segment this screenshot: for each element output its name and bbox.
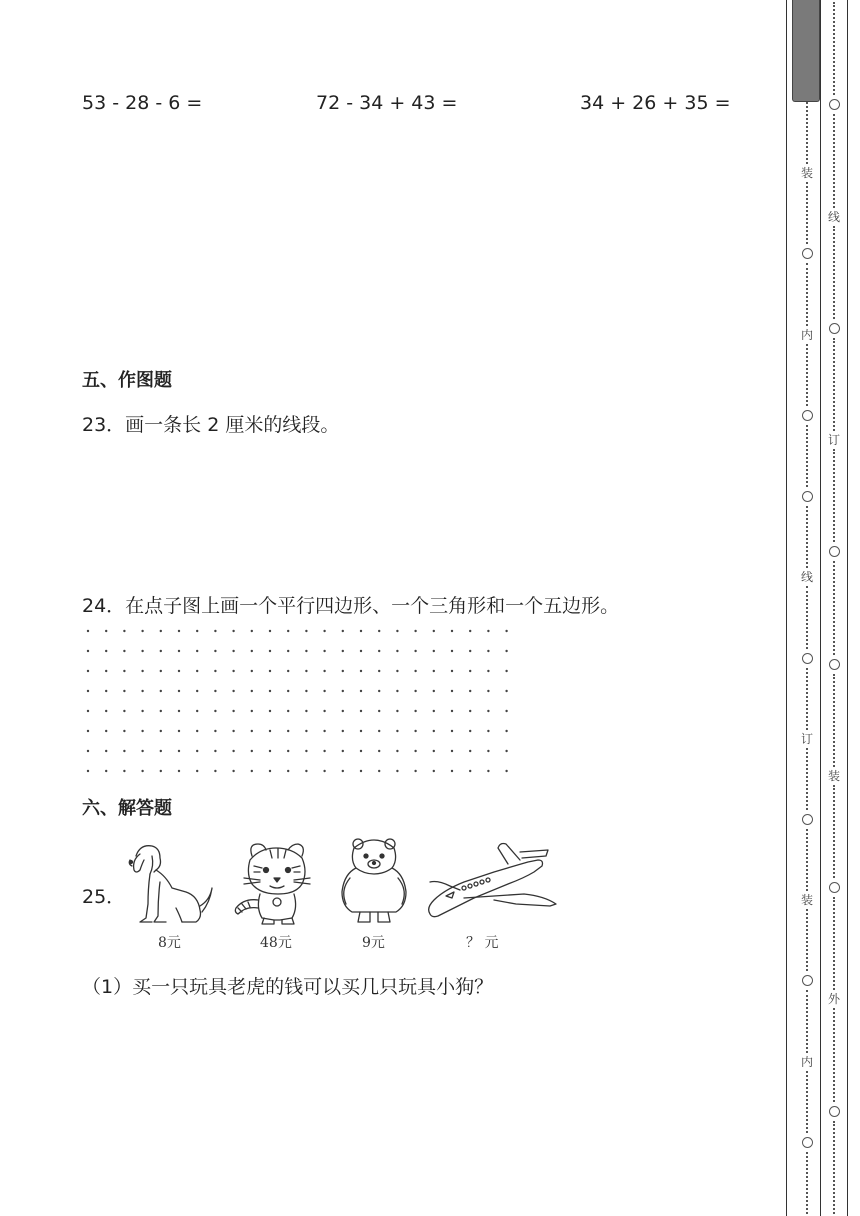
grid-dot [87, 710, 89, 712]
grid-dot [287, 650, 289, 652]
grid-dot [269, 670, 271, 672]
grid-dot [178, 630, 180, 632]
grid-dot [414, 750, 416, 752]
price-tiger: 48元 [260, 935, 292, 951]
grid-dot [105, 630, 107, 632]
grid-dot [360, 730, 362, 732]
grid-dot [433, 730, 435, 732]
grid-dot [305, 730, 307, 732]
grid-dot [487, 750, 489, 752]
grid-dot [378, 650, 380, 652]
grid-dot [378, 670, 380, 672]
price-bear: 9元 [362, 935, 385, 951]
grid-dot [141, 670, 143, 672]
grid-dot [451, 730, 453, 732]
grid-dot [178, 750, 180, 752]
binding-char: 内 [800, 327, 813, 342]
grid-dot [269, 630, 271, 632]
grid-dot [487, 710, 489, 712]
grid-dot [196, 630, 198, 632]
question-23: 23．画一条长 2 厘米的线段。 [82, 414, 340, 436]
grid-dot [251, 730, 253, 732]
grid-dot [87, 750, 89, 752]
grid-dot [123, 750, 125, 752]
grid-dot [251, 670, 253, 672]
grid-dot [487, 770, 489, 772]
binding-circle [829, 1106, 840, 1117]
grid-dot [342, 630, 344, 632]
binding-circle [802, 975, 813, 986]
expression-3: 34 + 26 + 35 = [580, 92, 731, 114]
grid-dot [305, 670, 307, 672]
grid-dot [160, 770, 162, 772]
grid-dot [469, 670, 471, 672]
grid-dot [469, 690, 471, 692]
grid-dot [360, 750, 362, 752]
binding-circle [829, 659, 840, 670]
grid-dot [251, 690, 253, 692]
grid-dot [251, 770, 253, 772]
grid-dot [214, 730, 216, 732]
grid-dot [123, 770, 125, 772]
binding-char: 装 [800, 893, 813, 908]
grid-dot [196, 750, 198, 752]
grid-dot [451, 650, 453, 652]
grid-dot [251, 650, 253, 652]
grid-dot [451, 710, 453, 712]
binding-char: 线 [827, 209, 840, 224]
grid-dot [87, 770, 89, 772]
grid-dot [141, 690, 143, 692]
grid-dot [87, 670, 89, 672]
grid-dot [360, 650, 362, 652]
grid-dot [196, 670, 198, 672]
grid-dot [469, 750, 471, 752]
grid-dot [105, 670, 107, 672]
grid-dot [178, 670, 180, 672]
grid-dot [269, 650, 271, 652]
grid-dot [123, 650, 125, 652]
grid-dot [160, 750, 162, 752]
grid-dot [323, 670, 325, 672]
section-title-drawing: 五、作图题 [82, 370, 172, 391]
grid-dot [287, 710, 289, 712]
grid-dot [378, 690, 380, 692]
grid-dot [396, 710, 398, 712]
grid-dot [269, 750, 271, 752]
grid-dot [214, 630, 216, 632]
binding-circle [829, 99, 840, 110]
grid-dot [323, 710, 325, 712]
expression-2: 72 - 34 + 43 = [316, 92, 458, 114]
grid-dot [196, 690, 198, 692]
grid-dot [323, 690, 325, 692]
bear-icon [336, 838, 412, 926]
grid-dot [269, 770, 271, 772]
grid-dot [178, 650, 180, 652]
section-title-answers: 六、解答题 [82, 798, 172, 819]
binding-char: 装 [827, 768, 840, 783]
grid-dot [160, 690, 162, 692]
grid-dot [323, 730, 325, 732]
grid-dot [342, 750, 344, 752]
grid-dot [287, 770, 289, 772]
grid-dot [232, 750, 234, 752]
binding-circle [829, 882, 840, 893]
grid-dot [141, 630, 143, 632]
grid-dot [105, 710, 107, 712]
tiger-icon [230, 838, 324, 926]
grid-dot [451, 630, 453, 632]
grid-dot [360, 630, 362, 632]
grid-dot [378, 710, 380, 712]
grid-dot [251, 750, 253, 752]
grid-dot [342, 710, 344, 712]
grid-dot [141, 730, 143, 732]
grid-dot [414, 630, 416, 632]
question-25-number: 25． [82, 886, 126, 908]
grid-dot [232, 670, 234, 672]
grid-dot [123, 730, 125, 732]
binding-char: 订 [800, 731, 813, 746]
grid-dot [433, 750, 435, 752]
grid-dot [305, 690, 307, 692]
grid-dot [360, 770, 362, 772]
grid-dot [360, 690, 362, 692]
grid-dot [378, 630, 380, 632]
grid-dot [141, 710, 143, 712]
grid-dot [360, 670, 362, 672]
grid-dot [214, 650, 216, 652]
grid-dot [433, 770, 435, 772]
grid-dot [342, 650, 344, 652]
grid-dot [232, 710, 234, 712]
grid-dot [141, 750, 143, 752]
grid-dot [414, 670, 416, 672]
grid-dot [141, 770, 143, 772]
grid-dot [105, 730, 107, 732]
binding-circle [802, 653, 813, 664]
grid-dot [178, 690, 180, 692]
binding-tab [792, 0, 820, 102]
grid-dot [323, 630, 325, 632]
grid-dot [105, 750, 107, 752]
grid-dot [342, 670, 344, 672]
grid-dot [305, 770, 307, 772]
grid-dot [378, 730, 380, 732]
grid-dot [196, 770, 198, 772]
grid-dot [287, 670, 289, 672]
grid-dot [123, 630, 125, 632]
grid-dot [505, 730, 507, 732]
grid-dot [505, 750, 507, 752]
grid-dot [433, 630, 435, 632]
dot-grid[interactable] [86, 627, 518, 777]
grid-dot [196, 730, 198, 732]
grid-dot [487, 690, 489, 692]
grid-dot [505, 630, 507, 632]
grid-dot [214, 690, 216, 692]
grid-dot [123, 670, 125, 672]
grid-dot [232, 770, 234, 772]
grid-dot [105, 690, 107, 692]
grid-dot [342, 690, 344, 692]
grid-dot [305, 650, 307, 652]
binding-circle [802, 410, 813, 421]
grid-dot [178, 710, 180, 712]
grid-dot [396, 770, 398, 772]
grid-dot [105, 650, 107, 652]
grid-dot [160, 630, 162, 632]
question-25-part-1: （1）买一只玩具老虎的钱可以买几只玩具小狗？ [82, 976, 494, 998]
grid-dot [251, 710, 253, 712]
grid-dot [505, 710, 507, 712]
grid-dot [141, 650, 143, 652]
binding-char: 订 [827, 433, 840, 448]
grid-dot [251, 630, 253, 632]
grid-dot [160, 670, 162, 672]
binding-circle [829, 323, 840, 334]
grid-dot [232, 730, 234, 732]
binding-line-right [847, 0, 848, 1216]
grid-dot [342, 730, 344, 732]
grid-dot [451, 750, 453, 752]
grid-dot [123, 710, 125, 712]
binding-char: 外 [827, 992, 840, 1007]
grid-dot [342, 770, 344, 772]
grid-dot [469, 630, 471, 632]
grid-dot [451, 770, 453, 772]
grid-dot [87, 630, 89, 632]
grid-dot [414, 730, 416, 732]
grid-dot [433, 710, 435, 712]
grid-dot [396, 630, 398, 632]
grid-dot [178, 770, 180, 772]
grid-dot [469, 770, 471, 772]
grid-dot [487, 650, 489, 652]
grid-dot [378, 770, 380, 772]
dog-icon [126, 838, 216, 926]
airplane-icon [424, 838, 560, 922]
grid-dot [87, 650, 89, 652]
grid-dot [287, 750, 289, 752]
grid-dot [505, 670, 507, 672]
grid-dot [396, 730, 398, 732]
binding-char: 线 [800, 570, 813, 585]
binding-line-outer [786, 0, 787, 1216]
grid-dot [323, 750, 325, 752]
binding-column-right [826, 0, 842, 1216]
grid-dot [433, 670, 435, 672]
grid-dot [123, 690, 125, 692]
binding-circle [802, 1137, 813, 1148]
grid-dot [160, 730, 162, 732]
grid-dot [505, 650, 507, 652]
binding-circle [802, 491, 813, 502]
grid-dot [269, 730, 271, 732]
grid-dot [214, 750, 216, 752]
grid-dot [505, 770, 507, 772]
grid-dot [414, 710, 416, 712]
question-24: 24．在点子图上画一个平行四边形、一个三角形和一个五边形。 [82, 595, 620, 617]
grid-dot [305, 710, 307, 712]
grid-dot [214, 670, 216, 672]
binding-circle [802, 814, 813, 825]
grid-dot [396, 750, 398, 752]
binding-circle [802, 248, 813, 259]
grid-dot [269, 710, 271, 712]
grid-dot [396, 670, 398, 672]
grid-dot [232, 630, 234, 632]
grid-dot [414, 770, 416, 772]
grid-dot [178, 730, 180, 732]
grid-dot [305, 630, 307, 632]
grid-dot [287, 690, 289, 692]
grid-dot [87, 730, 89, 732]
grid-dot [214, 770, 216, 772]
grid-dot [160, 710, 162, 712]
grid-dot [232, 690, 234, 692]
binding-char: 内 [800, 1054, 813, 1069]
grid-dot [487, 630, 489, 632]
grid-dot [451, 670, 453, 672]
grid-dot [469, 730, 471, 732]
grid-dot [487, 730, 489, 732]
grid-dot [451, 690, 453, 692]
binding-column-left [799, 100, 815, 1216]
grid-dot [469, 650, 471, 652]
grid-dot [214, 710, 216, 712]
grid-dot [287, 730, 289, 732]
binding-circle [829, 546, 840, 557]
grid-dot [378, 750, 380, 752]
grid-dot [487, 670, 489, 672]
grid-dot [305, 750, 307, 752]
binding-char: 装 [800, 166, 813, 181]
grid-dot [323, 770, 325, 772]
grid-dot [287, 630, 289, 632]
binding-line-inner [820, 0, 821, 1216]
grid-dot [433, 650, 435, 652]
price-airplane: ？ 元 [466, 935, 499, 951]
price-dog: 8元 [158, 935, 181, 951]
grid-dot [360, 710, 362, 712]
grid-dot [105, 770, 107, 772]
grid-dot [196, 710, 198, 712]
grid-dot [469, 710, 471, 712]
grid-dot [232, 650, 234, 652]
grid-dot [196, 650, 198, 652]
grid-dot [414, 650, 416, 652]
grid-dot [87, 690, 89, 692]
grid-dot [396, 690, 398, 692]
grid-dot [433, 690, 435, 692]
grid-dot [414, 690, 416, 692]
grid-dot [323, 650, 325, 652]
grid-dot [160, 650, 162, 652]
grid-dot [396, 650, 398, 652]
grid-dot [505, 690, 507, 692]
grid-dot [269, 690, 271, 692]
expression-1: 53 - 28 - 6 = [82, 92, 203, 114]
